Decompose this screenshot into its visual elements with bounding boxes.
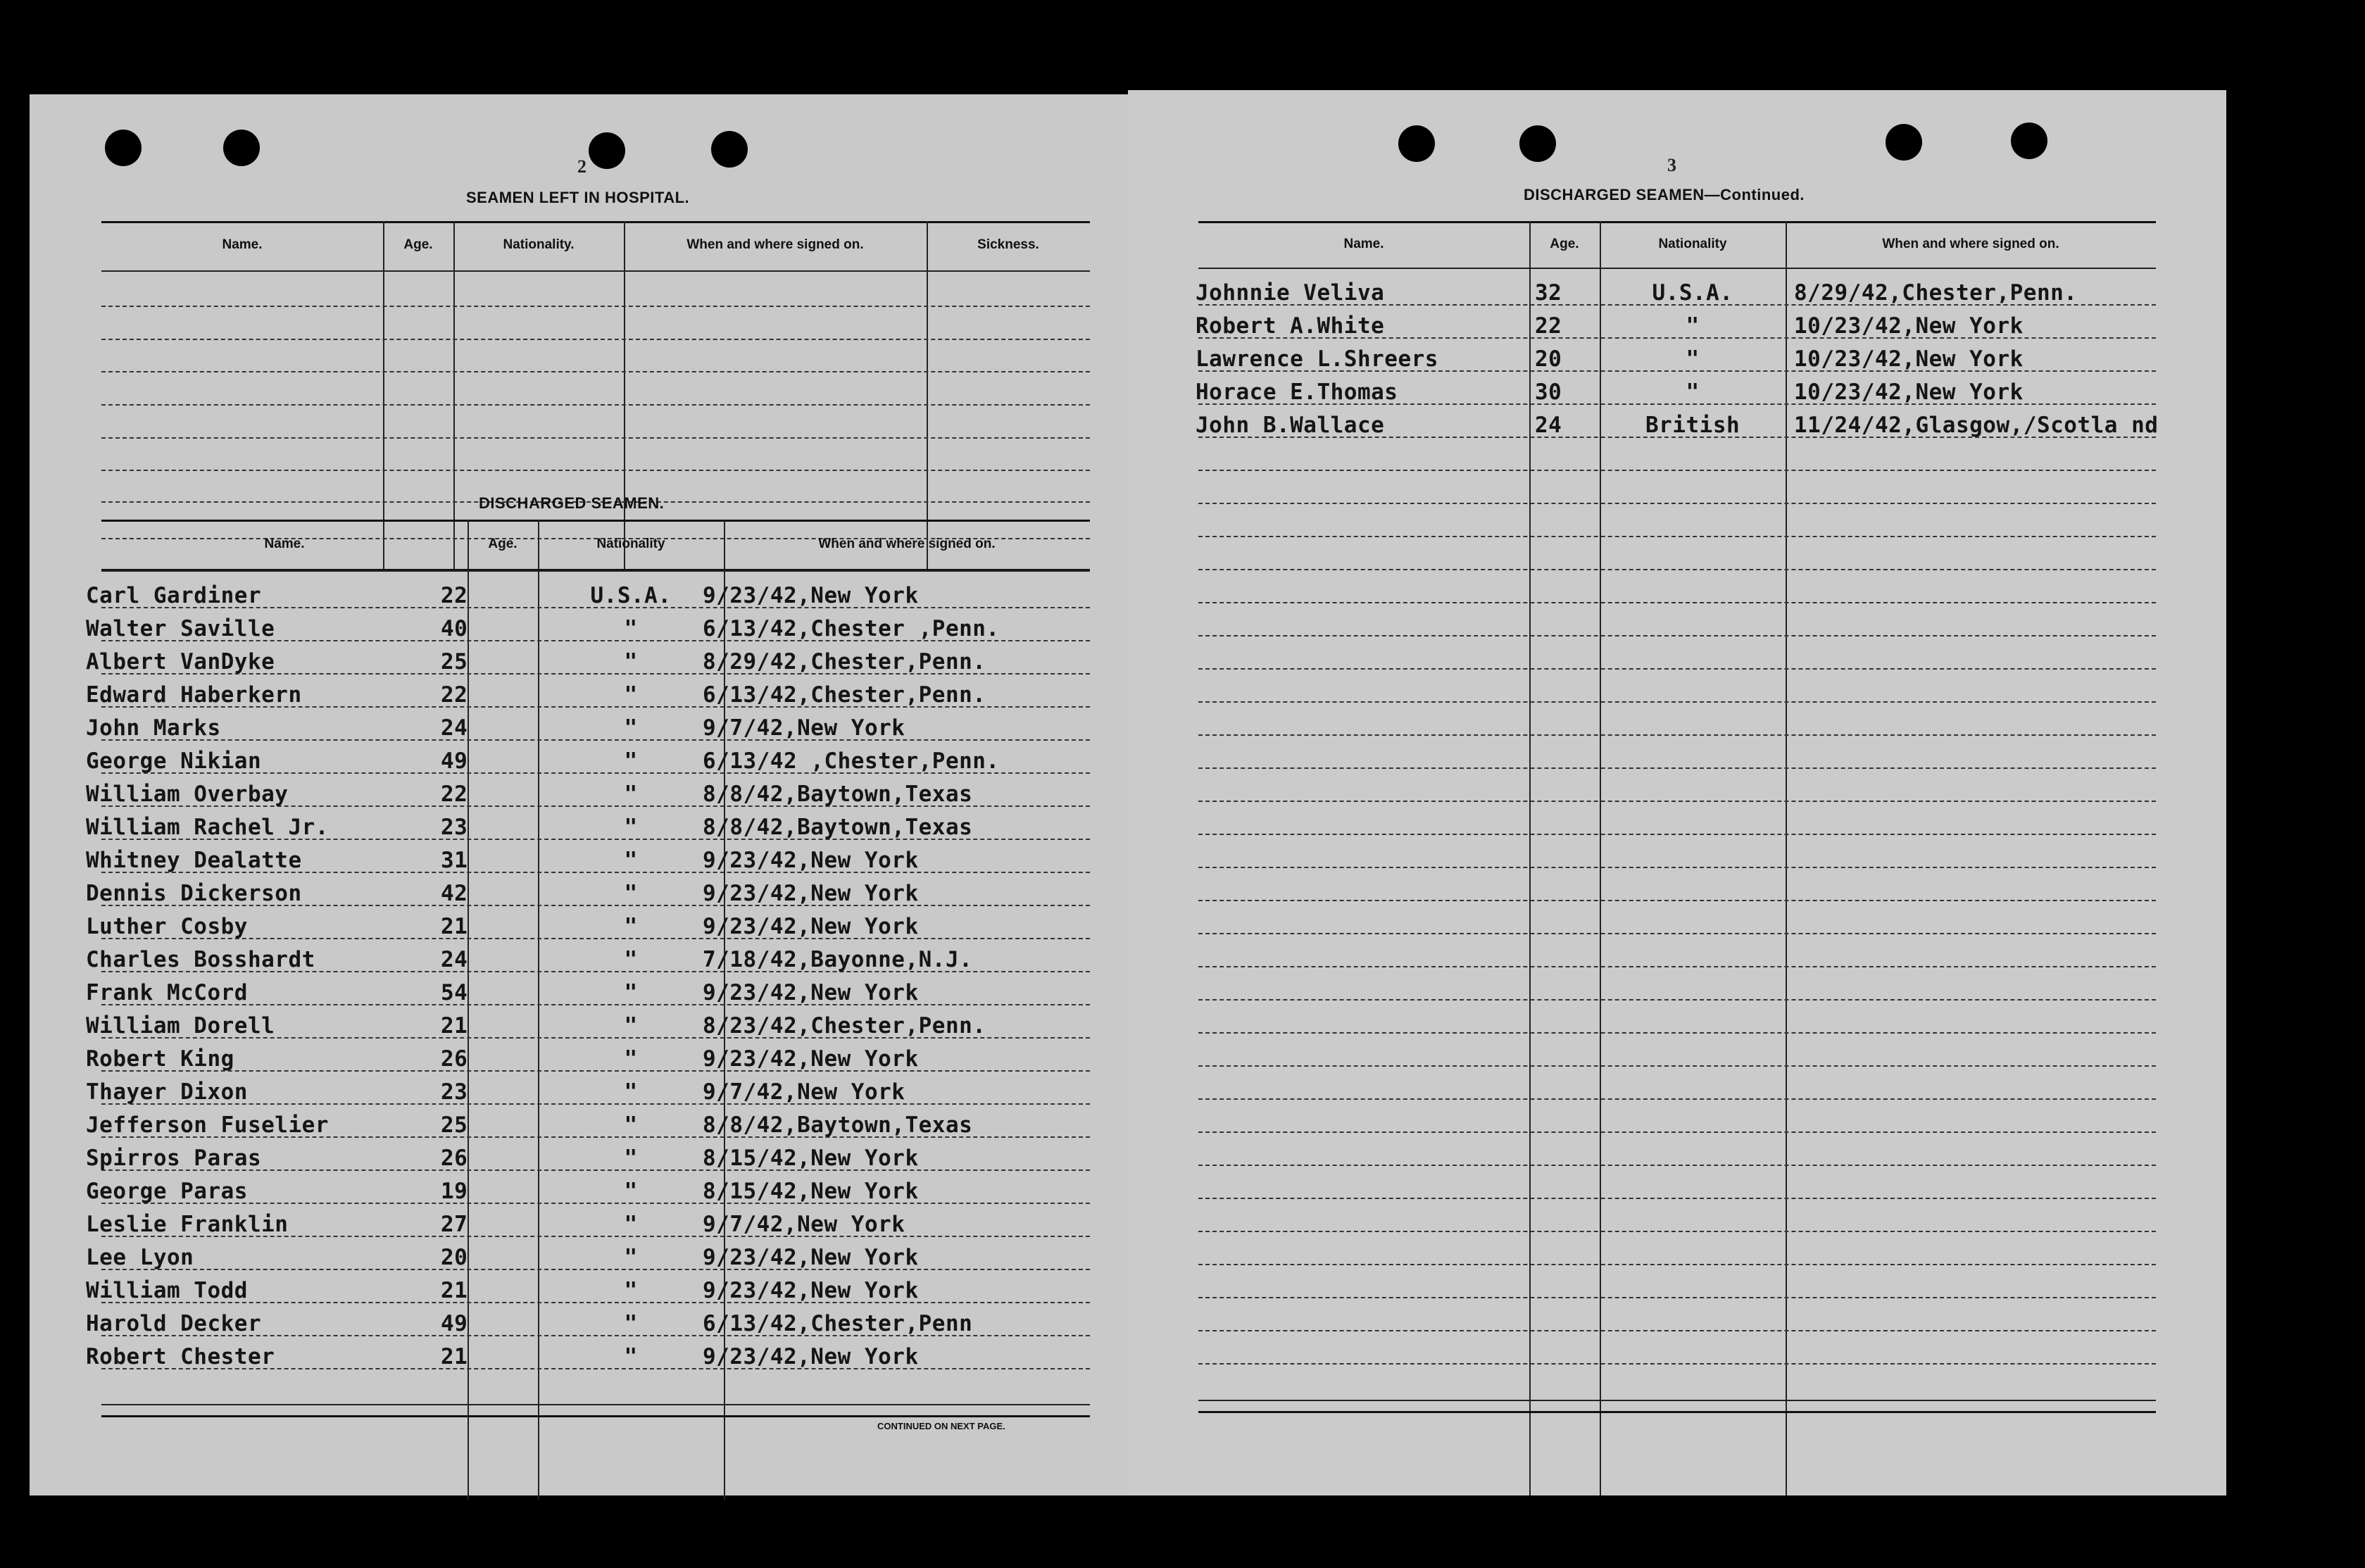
seaman-name: Dennis Dickerson	[86, 881, 302, 906]
signed-on: 8/8/42,Baytown,Texas	[703, 815, 973, 840]
column-rule	[383, 221, 384, 570]
seaman-nationality: "	[624, 1344, 638, 1369]
column-rule	[538, 520, 539, 1500]
seaman-nationality: "	[624, 815, 638, 840]
signed-on: 8/8/42,Baytown,Texas	[703, 782, 973, 807]
table-rule	[1198, 221, 2156, 223]
row-rule	[1198, 1231, 2156, 1232]
seaman-nationality: "	[624, 748, 638, 774]
seaman-name: Albert VanDyke	[86, 649, 275, 675]
seaman-age: 31	[441, 848, 468, 873]
seaman-age: 20	[1535, 346, 1562, 372]
seaman-nationality: "	[624, 980, 638, 1005]
seaman-name: Harold Decker	[86, 1311, 262, 1336]
seaman-age: 24	[441, 947, 468, 972]
punch-hole	[223, 130, 260, 166]
table-rule	[101, 520, 1090, 522]
signed-on: 11/24/42,Glasgow,/Scotla nd	[1794, 413, 2159, 438]
seaman-age: 49	[441, 748, 468, 774]
column-header: Nationality	[1658, 237, 1727, 251]
signed-on: 8/23/42,Chester,Penn.	[703, 1013, 986, 1039]
signed-on: 8/29/42,Chester,Penn.	[1794, 280, 2078, 306]
seaman-nationality: "	[1686, 380, 1700, 405]
dotted-rule	[101, 339, 1090, 340]
row-rule	[1198, 1297, 2156, 1298]
row-rule	[101, 1070, 1090, 1072]
seaman-nationality: "	[624, 1212, 638, 1237]
dotted-rule	[101, 404, 1090, 406]
seaman-name: Lawrence L.Shreers	[1196, 346, 1438, 372]
seaman-age: 42	[441, 881, 468, 906]
seaman-name: Luther Cosby	[86, 914, 248, 939]
discharged-title: DISCHARGED SEAMEN.	[479, 494, 665, 512]
discharged-continued-title: DISCHARGED SEAMEN—Continued.	[1524, 186, 1805, 203]
signed-on: 7/18/42,Bayonne,N.J.	[703, 947, 973, 972]
seaman-name: George Nikian	[86, 748, 262, 774]
table-rule	[101, 270, 1090, 272]
seaman-name: William Overbay	[86, 782, 289, 807]
column-header: Nationality	[596, 537, 665, 551]
column-header: Age.	[1550, 237, 1579, 251]
seaman-name: Walter Saville	[86, 616, 275, 641]
seaman-name: Lee Lyon	[86, 1245, 194, 1270]
signed-on: 8/15/42,New York	[703, 1179, 919, 1204]
signed-on: 9/7/42,New York	[703, 1212, 905, 1237]
seaman-name: John B.Wallace	[1196, 413, 1385, 438]
continued-note: CONTINUED ON NEXT PAGE.	[877, 1421, 1005, 1431]
seaman-name: Leslie Franklin	[86, 1212, 289, 1237]
page-number: 3	[1667, 155, 1676, 175]
seaman-nationality: "	[624, 782, 638, 807]
seaman-name: George Paras	[86, 1179, 248, 1204]
seaman-name: Charles Bosshardt	[86, 947, 315, 972]
column-rule	[1529, 221, 1531, 1495]
seaman-name: Robert King	[86, 1046, 234, 1072]
signed-on: 8/29/42,Chester,Penn.	[703, 649, 986, 675]
column-header: When and where signed on.	[818, 537, 996, 551]
signed-on: 9/23/42,New York	[703, 1046, 919, 1072]
column-rule	[1600, 221, 1601, 1495]
seaman-nationality: "	[624, 1013, 638, 1039]
table-rule	[1198, 268, 2156, 269]
column-header: Age.	[403, 237, 433, 252]
seaman-name: Johnnie Veliva	[1196, 280, 1385, 306]
row-rule	[101, 938, 1090, 939]
row-rule	[1198, 470, 2156, 471]
seaman-age: 21	[441, 1013, 468, 1039]
signed-on: 8/8/42,Baytown,Texas	[703, 1112, 973, 1138]
table-rule	[101, 221, 1090, 223]
seaman-age: 21	[441, 1278, 468, 1303]
row-rule	[1198, 503, 2156, 504]
seaman-age: 30	[1535, 380, 1562, 405]
seaman-age: 21	[441, 1344, 468, 1369]
right-page	[1128, 90, 2226, 1495]
signed-on: 9/23/42,New York	[703, 1344, 919, 1369]
punch-hole	[711, 131, 748, 168]
row-rule	[101, 1203, 1090, 1204]
seaman-age: 23	[441, 815, 468, 840]
seaman-name: William Rachel Jr.	[86, 815, 329, 840]
row-rule	[1198, 1098, 2156, 1100]
column-rule	[1786, 221, 1787, 1495]
seaman-nationality: "	[1686, 346, 1700, 372]
column-header: Age.	[488, 537, 517, 551]
row-rule	[1198, 933, 2156, 934]
signed-on: 6/13/42,Chester,Penn.	[703, 682, 986, 708]
seaman-name: Jefferson Fuselier	[86, 1112, 329, 1138]
seaman-name: Whitney Dealatte	[86, 848, 302, 873]
signed-on: 6/13/42,Chester,Penn	[703, 1311, 973, 1336]
seaman-age: 22	[441, 682, 468, 708]
punch-hole	[1886, 124, 1922, 161]
row-rule	[1198, 767, 2156, 769]
signed-on: 6/13/42 ,Chester,Penn.	[703, 748, 1000, 774]
row-rule	[1198, 701, 2156, 703]
signed-on: 9/23/42,New York	[703, 583, 919, 608]
column-rule	[624, 221, 625, 570]
seaman-name: John Marks	[86, 715, 221, 741]
seaman-nationality: "	[624, 881, 638, 906]
row-rule	[101, 1302, 1090, 1303]
seaman-age: 23	[441, 1079, 468, 1105]
row-rule	[1198, 635, 2156, 636]
seaman-age: 27	[441, 1212, 468, 1237]
signed-on: 6/13/42,Chester ,Penn.	[703, 616, 1000, 641]
seaman-nationality: "	[624, 848, 638, 873]
seaman-age: 20	[441, 1245, 468, 1270]
signed-on: 9/23/42,New York	[703, 1278, 919, 1303]
seaman-nationality: "	[624, 715, 638, 741]
column-header: When and where signed on.	[686, 237, 864, 252]
signed-on: 9/23/42,New York	[703, 848, 919, 873]
seaman-nationality: "	[624, 649, 638, 675]
table-rule	[1198, 1400, 2156, 1401]
seaman-age: 22	[441, 583, 468, 608]
column-header: Nationality.	[503, 237, 575, 252]
seaman-name: William Dorell	[86, 1013, 275, 1039]
row-rule	[1198, 900, 2156, 901]
row-rule	[1198, 1264, 2156, 1265]
seaman-name: Robert Chester	[86, 1344, 275, 1369]
seaman-age: 25	[441, 1112, 468, 1138]
row-rule	[101, 1269, 1090, 1270]
row-rule	[1198, 668, 2156, 670]
row-rule	[101, 1004, 1090, 1005]
row-rule	[1198, 569, 2156, 570]
seaman-nationality: "	[624, 1245, 638, 1270]
column-header: Sickness.	[977, 237, 1039, 252]
signed-on: 10/23/42,New York	[1794, 380, 2024, 405]
punch-hole	[2011, 123, 2047, 159]
seaman-nationality: U.S.A.	[590, 583, 672, 608]
row-rule	[1198, 867, 2156, 868]
column-header: Name.	[222, 237, 263, 252]
signed-on: 9/7/42,New York	[703, 715, 905, 741]
table-rule	[101, 570, 1090, 572]
seaman-age: 26	[441, 1146, 468, 1171]
signed-on: 10/23/42,New York	[1794, 313, 2024, 339]
row-rule	[1198, 1131, 2156, 1133]
table-rule	[101, 1404, 1090, 1405]
seaman-nationality: "	[624, 1179, 638, 1204]
punch-hole	[1519, 125, 1556, 162]
row-rule	[1198, 1165, 2156, 1166]
column-header: Name.	[264, 537, 305, 551]
signed-on: 9/23/42,New York	[703, 881, 919, 906]
column-header: When and where signed on.	[1882, 237, 2059, 251]
seaman-name: William Todd	[86, 1278, 248, 1303]
signed-on: 10/23/42,New York	[1794, 346, 2024, 372]
seaman-nationality: "	[624, 1146, 638, 1171]
column-header: Name.	[1343, 237, 1384, 251]
seaman-age: 25	[441, 649, 468, 675]
seaman-age: 22	[1535, 313, 1562, 339]
page-number: 2	[577, 156, 586, 177]
row-rule	[1198, 602, 2156, 603]
dotted-rule	[101, 437, 1090, 439]
column-rule	[927, 221, 928, 570]
seaman-nationality: "	[624, 1112, 638, 1138]
seaman-age: 19	[441, 1179, 468, 1204]
punch-hole	[589, 132, 625, 169]
table-rule	[101, 1415, 1090, 1417]
signed-on: 8/15/42,New York	[703, 1146, 919, 1171]
row-rule	[101, 1103, 1090, 1105]
table-rule	[1198, 1411, 2156, 1413]
seaman-nationality: "	[624, 682, 638, 708]
seaman-name: Frank McCord	[86, 980, 248, 1005]
seaman-age: 21	[441, 914, 468, 939]
punch-hole	[1398, 125, 1435, 162]
seaman-age: 49	[441, 1311, 468, 1336]
seaman-age: 32	[1535, 280, 1562, 306]
seaman-name: Spirros Paras	[86, 1146, 262, 1171]
row-rule	[101, 739, 1090, 741]
seaman-name: Edward Haberkern	[86, 682, 302, 708]
left-page	[30, 94, 1128, 1495]
row-rule	[1198, 1198, 2156, 1199]
row-rule	[1198, 1065, 2156, 1067]
seaman-nationality: "	[624, 616, 638, 641]
row-rule	[1198, 734, 2156, 736]
seaman-nationality: British	[1645, 413, 1740, 438]
signed-on: 9/23/42,New York	[703, 914, 919, 939]
dotted-rule	[101, 371, 1090, 372]
dotted-rule	[101, 470, 1090, 471]
row-rule	[1198, 801, 2156, 802]
seaman-nationality: "	[1686, 313, 1700, 339]
seaman-name: Carl Gardiner	[86, 583, 262, 608]
punch-hole	[105, 130, 142, 166]
seaman-name: Horace E.Thomas	[1196, 380, 1398, 405]
row-rule	[1198, 1032, 2156, 1034]
seaman-nationality: U.S.A.	[1652, 280, 1733, 306]
dotted-rule	[101, 306, 1090, 307]
seaman-name: Thayer Dixon	[86, 1079, 248, 1105]
signed-on: 9/23/42,New York	[703, 1245, 919, 1270]
row-rule	[1198, 999, 2156, 1001]
seaman-age: 24	[1535, 413, 1562, 438]
seaman-name: Robert A.White	[1196, 313, 1385, 339]
row-rule	[1198, 834, 2156, 835]
seaman-age: 24	[441, 715, 468, 741]
seaman-nationality: "	[624, 1046, 638, 1072]
seaman-nationality: "	[624, 947, 638, 972]
seaman-age: 26	[441, 1046, 468, 1072]
row-rule	[1198, 1363, 2156, 1365]
signed-on: 9/7/42,New York	[703, 1079, 905, 1105]
seaman-nationality: "	[624, 1079, 638, 1105]
signed-on: 9/23/42,New York	[703, 980, 919, 1005]
row-rule	[1198, 1330, 2156, 1331]
row-rule	[1198, 536, 2156, 537]
seaman-age: 40	[441, 616, 468, 641]
seaman-nationality: "	[624, 1278, 638, 1303]
seaman-age: 54	[441, 980, 468, 1005]
column-rule	[453, 221, 455, 570]
hospital-title: SEAMEN LEFT IN HOSPITAL.	[466, 189, 690, 206]
row-rule	[1198, 966, 2156, 967]
seaman-age: 22	[441, 782, 468, 807]
seaman-nationality: "	[624, 1311, 638, 1336]
seaman-nationality: "	[624, 914, 638, 939]
